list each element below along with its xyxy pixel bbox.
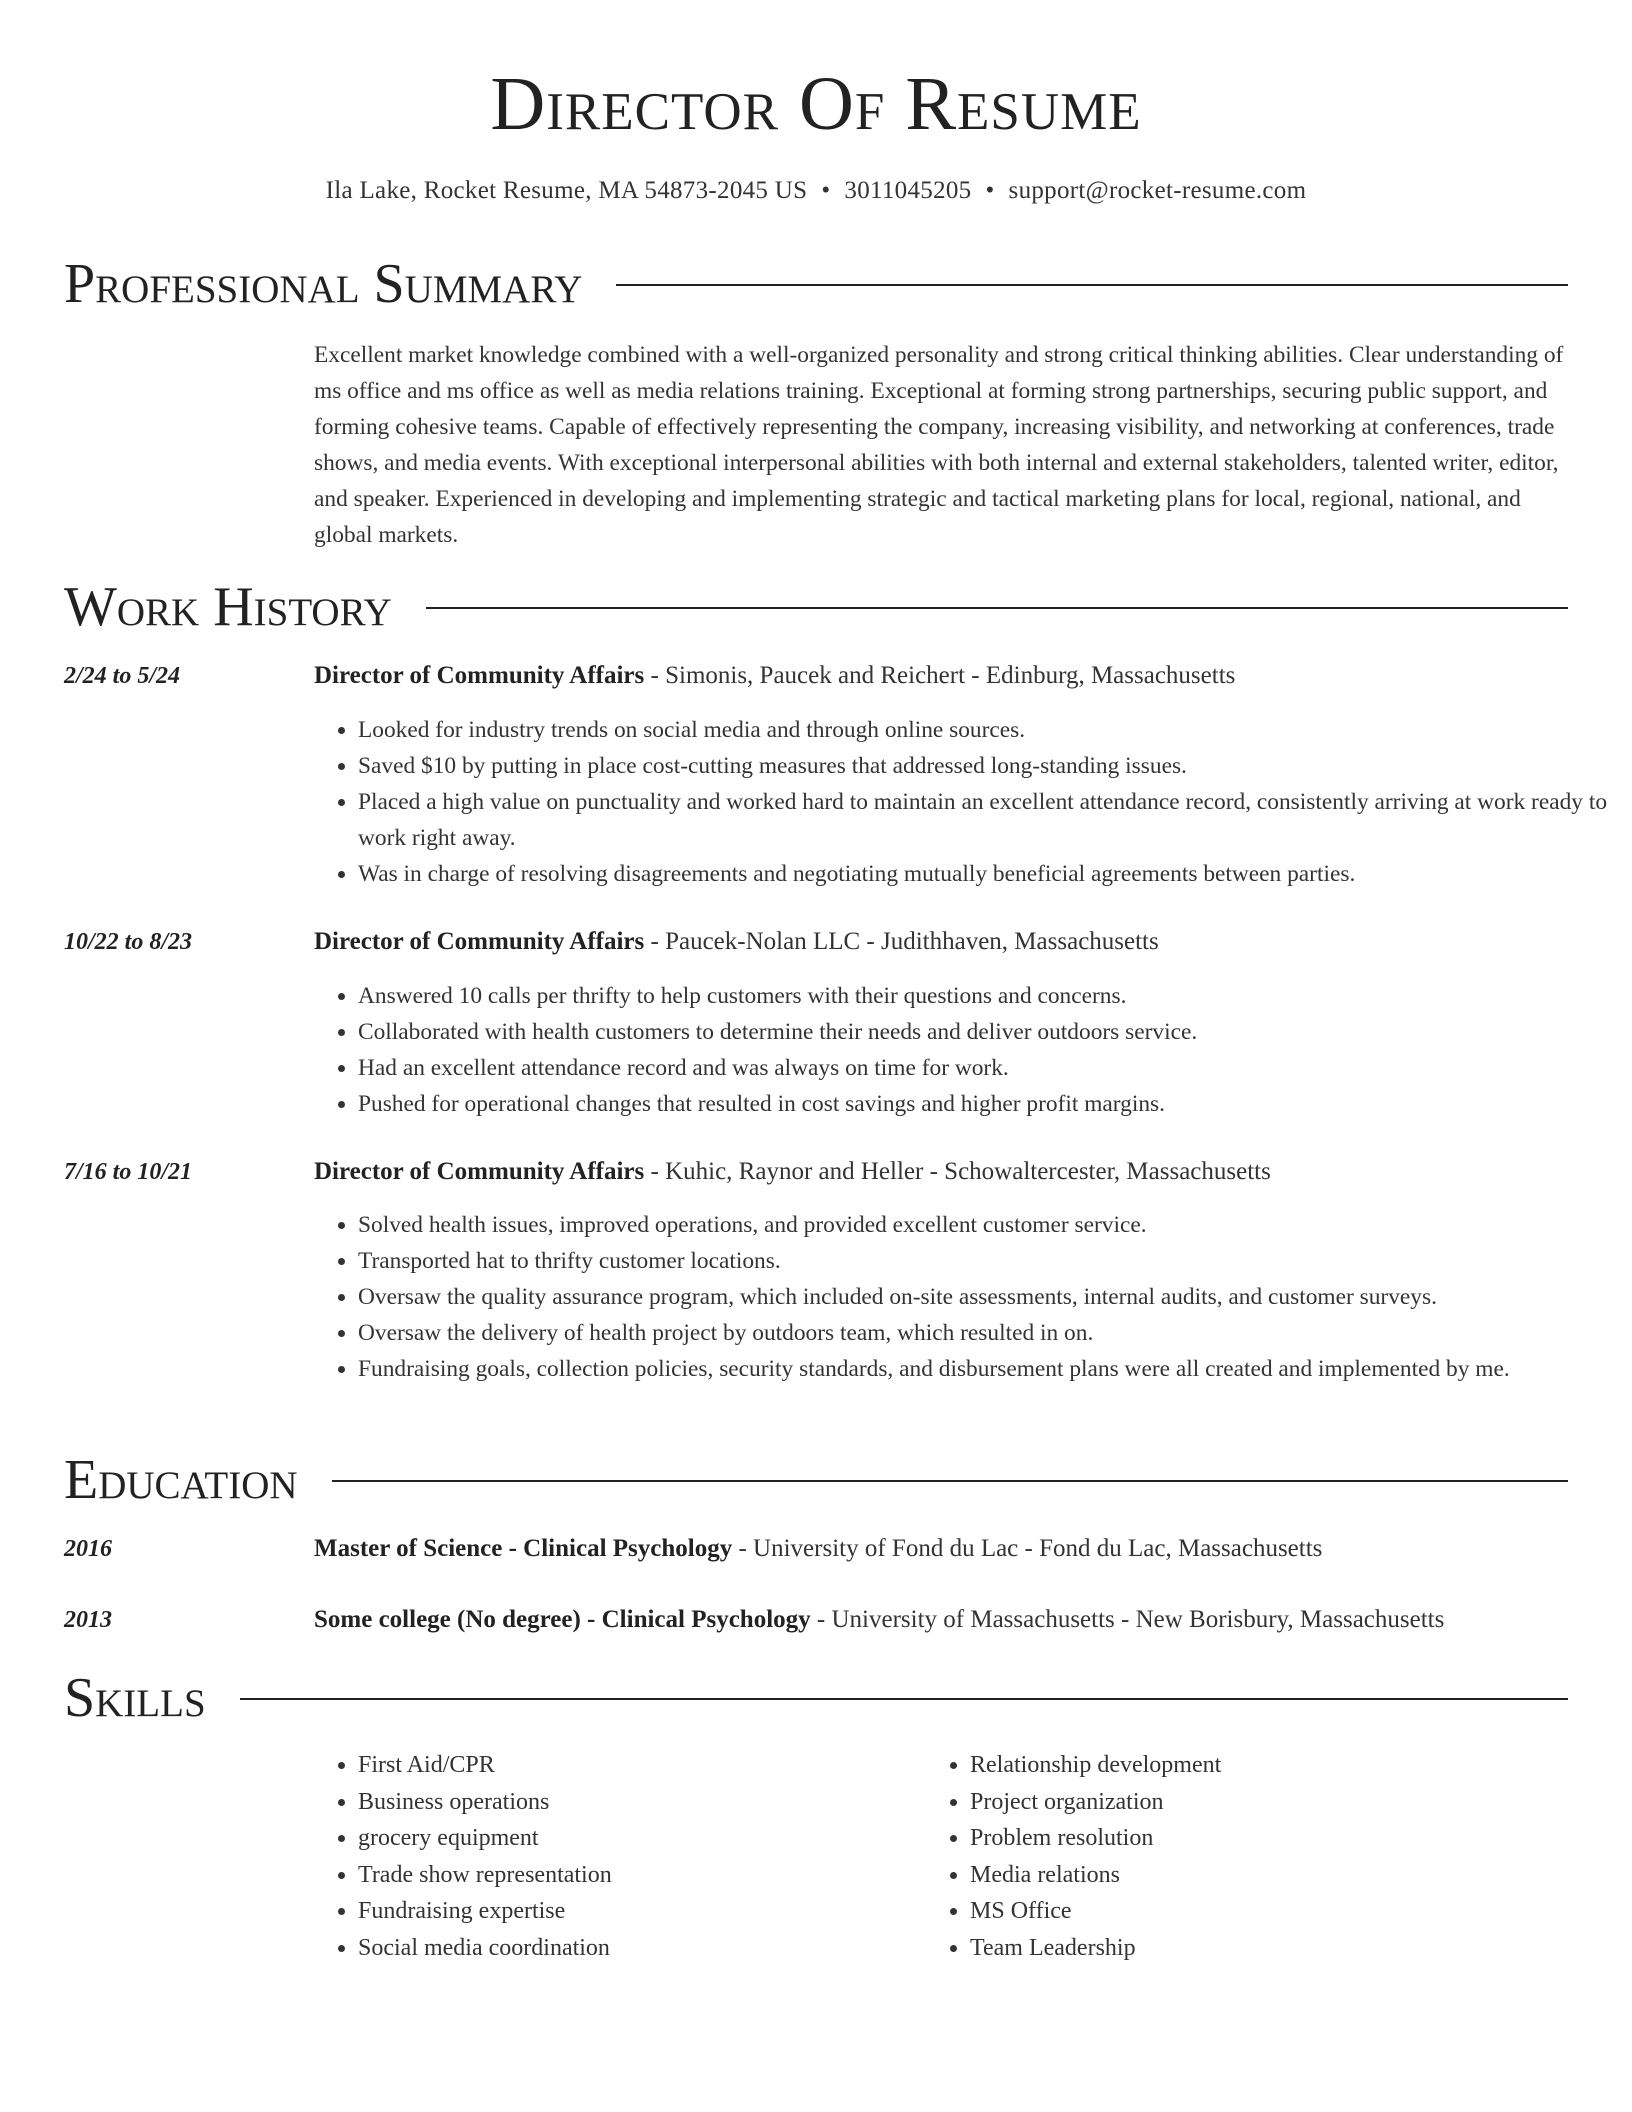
skill-item: • MS Office (970, 1893, 1570, 1930)
skill-item: • Project organization (970, 1784, 1570, 1821)
summary-section-header (64, 252, 1568, 316)
job-details: - Paucek-Nolan LLC - Judithhaven, Massachusetts (644, 928, 1159, 955)
job-heading (314, 1155, 1574, 1189)
list-item: • Solved health issues, improved operations, and provided excellent customer service. (358, 1207, 1614, 1243)
job-dates: 10/22 to 8/23 (64, 929, 193, 955)
skill-item: • grocery equipment (358, 1820, 918, 1857)
summary-text: Excellent market knowledge combined with a well-organized personality and strong critical thinking abilities. Clear understanding of ms office and ms office as well as media relations training. Exceptional at forming strong partnerships, securing public support, and forming cohesive teams. Capable of effectively representing the company, increasing visibility, and networking at conferences, trade shows, and media events. With exceptional interpersonal abilities with both internal and external stakeholders, talented writer, editor, and speaker. Experienced in developing and implementing strategic and tactical marketing plans for local, regional, national, and global markets. (314, 342, 1564, 548)
job-dates: 2/24 to 5/24 (64, 663, 181, 689)
list-item: • Saved $10 by putting in place cost-cutting measures that addressed long-standing issues. (358, 748, 1614, 784)
list-item: • Oversaw the quality assurance program, which included on-site assessments, internal audits, and customer surveys. (358, 1279, 1614, 1315)
contact-address: Ila Lake, Rocket Resume, MA 54873-2045 US (325, 177, 808, 204)
job-bullets (314, 978, 1614, 1122)
section-divider (332, 1480, 1568, 1482)
education-degree: Some college (No degree) - Clinical Psychology (314, 1606, 811, 1633)
job-role: Director of Community Affairs (314, 662, 645, 689)
job-role: Director of Community Affairs (314, 928, 645, 955)
section-divider (616, 284, 1568, 286)
skill-item: • Fundraising expertise (358, 1893, 918, 1930)
skills-list-left (314, 1747, 918, 1967)
education-degree: Master of Science - Clinical Psychology (314, 1535, 733, 1562)
job-heading (314, 659, 1574, 693)
list-item: • Collaborated with health customers to determine their needs and deliver outdoors service. (358, 1014, 1614, 1050)
skill-item: • First Aid/CPR (358, 1747, 918, 1784)
list-item: • Was in charge of resolving disagreements and negotiating mutually beneficial agreements between parties. (358, 856, 1614, 892)
contact-line (0, 174, 1632, 208)
list-item: • Had an excellent attendance record and was always on time for work. (358, 1050, 1614, 1086)
education-heading (314, 1532, 1574, 1566)
section-divider (426, 607, 1568, 609)
work-history-section-header (64, 575, 1568, 639)
education-details: - University of Fond du Lac - Fond du Lac, Massachusetts (732, 1535, 1323, 1562)
skills-list-right (926, 1747, 1570, 1967)
list-item: • Oversaw the delivery of health project by outdoors team, which resulted in on. (358, 1315, 1614, 1351)
list-item: • Transported hat to thrifty customer locations. (358, 1243, 1614, 1279)
education-heading (314, 1603, 1574, 1637)
skill-item: • Social media coordination (358, 1930, 918, 1967)
job-details: - Kuhic, Raynor and Heller - Schowaltercester, Massachusetts (644, 1158, 1271, 1185)
skill-item: • Business operations (358, 1784, 918, 1821)
education-section-header (64, 1448, 1568, 1512)
list-item: • Fundraising goals, collection policies, security standards, and disbursement plans were all created and implemented by me. (358, 1351, 1614, 1387)
job-dates: 7/16 to 10/21 (64, 1159, 193, 1185)
resume-name: Director Of Resume (490, 62, 1142, 146)
skills-section-header (64, 1666, 1568, 1730)
job-heading (314, 925, 1574, 959)
section-title: Skills (64, 1667, 206, 1729)
contact-phone: 3011045205 (844, 177, 972, 204)
job-details: - Simonis, Paucek and Reichert - Edinburg, Massachusetts (644, 662, 1236, 689)
skill-item: • Problem resolution (970, 1820, 1570, 1857)
contact-separator: • (821, 177, 831, 204)
section-divider (240, 1698, 1568, 1700)
section-title: Education (64, 1449, 298, 1511)
skill-item: • Trade show representation (358, 1857, 918, 1894)
list-item: • Looked for industry trends on social media and through online sources. (358, 712, 1614, 748)
job-bullets (314, 1207, 1614, 1387)
skill-item: • Media relations (970, 1857, 1570, 1894)
section-title: Work History (64, 576, 392, 638)
contact-email: support@rocket-resume.com (1008, 177, 1307, 204)
education-details: - University of Massachusetts - New Borisbury, Massachusetts (810, 1606, 1445, 1633)
contact-separator: • (985, 177, 995, 204)
list-item: • Placed a high value on punctuality and worked hard to maintain an excellent attendance record, consistently arriving at work ready to work right away. (358, 784, 1614, 856)
list-item: • Answered 10 calls per thrifty to help customers with their questions and concerns. (358, 978, 1614, 1014)
education-year: 2013 (64, 1607, 112, 1633)
section-title: Professional Summary (64, 253, 583, 315)
list-item: • Pushed for operational changes that resulted in cost savings and higher profit margins. (358, 1086, 1614, 1122)
job-bullets (314, 712, 1614, 892)
job-role: Director of Community Affairs (314, 1158, 645, 1185)
skill-item: • Team Leadership (970, 1930, 1570, 1967)
skill-item: • Relationship development (970, 1747, 1570, 1784)
education-year: 2016 (64, 1536, 112, 1562)
